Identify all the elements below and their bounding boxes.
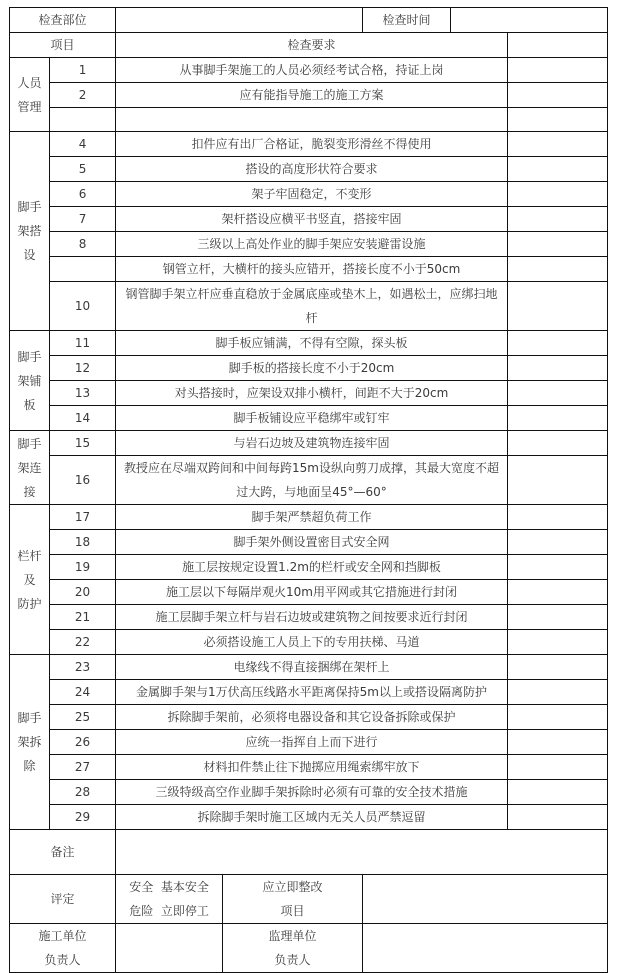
item-column-header: 项目 (10, 33, 116, 58)
result-cell[interactable] (508, 655, 608, 680)
table-row (10, 755, 608, 780)
category-railing: 栏杆 及 防护 (10, 505, 50, 655)
row-number: 29 (50, 805, 116, 830)
contractor-signature-field[interactable] (116, 924, 223, 973)
table-row (10, 456, 608, 505)
category-personnel: 人员 管理 (10, 58, 50, 132)
evaluation-options[interactable]: 安全 基本安全 危险 立即停工 (116, 875, 223, 924)
row-number: 11 (50, 331, 116, 356)
row-number: 14 (50, 406, 116, 431)
table-row (10, 157, 608, 182)
result-cell[interactable] (508, 406, 608, 431)
category-planking: 脚手 架铺 板 (10, 331, 50, 431)
requirement-text: 材料扣件禁止往下抛掷应用绳索绑牢放下 (116, 755, 508, 780)
row-number: 16 (50, 456, 116, 505)
evaluation-row (10, 875, 608, 924)
requirement-text: 钢管立杆，大横杆的接头应错开，搭接长度不小于50cm (116, 257, 508, 282)
result-cell[interactable] (508, 456, 608, 505)
requirement-text: 拆除脚手架前，必须将电器设备和其它设备拆除或保护 (116, 705, 508, 730)
supervisor-signature-field[interactable] (363, 924, 608, 973)
table-row (10, 730, 608, 755)
row-number: 8 (50, 232, 116, 257)
result-cell[interactable] (508, 780, 608, 805)
table-row (10, 207, 608, 232)
result-cell[interactable] (508, 331, 608, 356)
evaluation-label: 评定 (10, 875, 116, 924)
table-row (10, 555, 608, 580)
requirement-text: 与岩石边坡及建筑物连接牢固 (116, 431, 508, 456)
row-number: 22 (50, 630, 116, 655)
category-dismantling: 脚手 架拆 除 (10, 655, 50, 830)
requirement-text (116, 108, 508, 132)
table-row (10, 182, 608, 207)
requirement-text: 三级以上高处作业的脚手架应安装避雷设施 (116, 232, 508, 257)
row-number: 5 (50, 157, 116, 182)
result-cell[interactable] (508, 83, 608, 108)
requirement-text: 施工层以下每隔岸观火10m用平网或其它措施进行封闭 (116, 580, 508, 605)
row-number: 28 (50, 780, 116, 805)
table-row (10, 356, 608, 381)
requirement-text: 钢管脚手架立杆应垂直稳放于金属底座或垫木上，如遇松土，应绑扫地杆 (116, 282, 508, 331)
requirement-text: 电缘线不得直接捆绑在架杆上 (116, 655, 508, 680)
row-number: 7 (50, 207, 116, 232)
signature-row (10, 924, 608, 973)
row-number: 25 (50, 705, 116, 730)
table-row (10, 83, 608, 108)
row-number: 23 (50, 655, 116, 680)
requirement-text: 施工层脚手架立杆与岩石边坡或建筑物之间按要求近行封闭 (116, 605, 508, 630)
requirement-text: 应有能指导施工的施工方案 (116, 83, 508, 108)
result-cell[interactable] (508, 605, 608, 630)
result-cell[interactable] (508, 58, 608, 83)
result-cell[interactable] (508, 282, 608, 331)
supervisor-label: 监理单位 负责人 (223, 924, 363, 973)
rectify-items-label: 应立即整改 项目 (223, 875, 363, 924)
remarks-label: 备注 (10, 830, 116, 875)
requirement-text: 脚手架严禁超负荷工作 (116, 505, 508, 530)
time-label: 检查时间 (363, 8, 451, 33)
remarks-row (10, 830, 608, 875)
row-number: 24 (50, 680, 116, 705)
requirement-column-header: 检查要求 (116, 33, 508, 58)
requirement-text: 从事脚手架施工的人员必须经考试合格，持证上岗 (116, 58, 508, 83)
table-row (10, 232, 608, 257)
remarks-field[interactable] (116, 830, 608, 875)
table-row (10, 132, 608, 157)
result-cell[interactable] (508, 157, 608, 182)
table-row (10, 58, 608, 83)
requirement-text: 架杆搭设应横平书竖直，搭接牢固 (116, 207, 508, 232)
row-number: 2 (50, 83, 116, 108)
table-row (10, 505, 608, 530)
requirement-text: 架子牢固稳定，不变形 (116, 182, 508, 207)
table-row (10, 655, 608, 680)
result-cell[interactable] (508, 530, 608, 555)
row-number: 15 (50, 431, 116, 456)
row-number: 10 (50, 282, 116, 331)
table-row (10, 805, 608, 830)
requirement-text: 施工层按规定设置1.2m的栏杆或安全网和挡脚板 (116, 555, 508, 580)
requirement-text: 金属脚手架与1万伏高压线路水平距离保持5m以上或搭设隔离防护 (116, 680, 508, 705)
requirement-text: 对头搭接时，应架设双排小横杆，间距不大于20cm (116, 381, 508, 406)
result-cell[interactable] (508, 356, 608, 381)
time-field[interactable] (451, 8, 608, 33)
table-row (10, 381, 608, 406)
row-number: 4 (50, 132, 116, 157)
row-number: 21 (50, 605, 116, 630)
table-row (10, 406, 608, 431)
table-row (10, 108, 608, 132)
result-cell[interactable] (508, 257, 608, 282)
row-number: 13 (50, 381, 116, 406)
table-row (10, 705, 608, 730)
table-row (10, 257, 608, 282)
requirement-text: 搭设的高度形状符合要求 (116, 157, 508, 182)
row-number: 19 (50, 555, 116, 580)
row-number: 6 (50, 182, 116, 207)
table-row (10, 331, 608, 356)
result-column-header (508, 33, 608, 58)
result-cell[interactable] (508, 232, 608, 257)
table-row (10, 431, 608, 456)
result-cell[interactable] (508, 108, 608, 132)
table-row (10, 282, 608, 331)
table-row (10, 780, 608, 805)
result-cell[interactable] (508, 705, 608, 730)
row-number: 20 (50, 580, 116, 605)
requirement-text: 扣件应有出厂合格证，脆裂变形滑丝不得使用 (116, 132, 508, 157)
result-cell[interactable] (508, 805, 608, 830)
requirement-text: 拆除脚手架时施工区域内无关人员严禁逗留 (116, 805, 508, 830)
table-row (10, 605, 608, 630)
result-cell[interactable] (508, 630, 608, 655)
requirement-text: 脚手板应铺满，不得有空隙，探头板 (116, 331, 508, 356)
requirement-text: 脚手架外侧设置密目式安全网 (116, 530, 508, 555)
result-cell[interactable] (508, 381, 608, 406)
table-row (10, 530, 608, 555)
requirement-text: 教授应在尽端双跨间和中间每跨15m设纵向剪刀成撑，其最大宽度不超过大跨，与地面呈45°—60° (116, 456, 508, 505)
requirement-text: 三级特级高空作业脚手架拆除时必须有可靠的安全技术措施 (116, 780, 508, 805)
table-row (10, 680, 608, 705)
location-label: 检查部位 (10, 8, 116, 33)
column-header-row (10, 33, 608, 58)
row-number: 27 (50, 755, 116, 780)
location-field[interactable] (116, 8, 363, 33)
requirement-text: 脚手板的搭接长度不小于20cm (116, 356, 508, 381)
result-cell[interactable] (508, 207, 608, 232)
rectify-items-field[interactable] (363, 875, 608, 924)
result-cell[interactable] (508, 555, 608, 580)
result-cell[interactable] (508, 505, 608, 530)
row-number: 18 (50, 530, 116, 555)
result-cell[interactable] (508, 730, 608, 755)
result-cell[interactable] (508, 580, 608, 605)
requirement-text: 应统一指挥自上而下进行 (116, 730, 508, 755)
scaffold-inspection-table (9, 7, 608, 973)
category-connection: 脚手 架连 接 (10, 431, 50, 505)
result-cell[interactable] (508, 182, 608, 207)
category-erection: 脚手 架搭 设 (10, 132, 50, 331)
result-cell[interactable] (508, 755, 608, 780)
row-number (50, 257, 116, 282)
contractor-label: 施工单位 负责人 (10, 924, 116, 973)
row-number: 12 (50, 356, 116, 381)
result-cell[interactable] (508, 431, 608, 456)
table-row (10, 580, 608, 605)
row-number: 26 (50, 730, 116, 755)
row-number: 17 (50, 505, 116, 530)
requirement-text: 脚手板铺设应平稳绑牢或钉牢 (116, 406, 508, 431)
requirement-text: 必须搭设施工人员上下的专用扶梯、马道 (116, 630, 508, 655)
header-row (10, 8, 608, 33)
row-number (50, 108, 116, 132)
result-cell[interactable] (508, 680, 608, 705)
table-row (10, 630, 608, 655)
row-number: 1 (50, 58, 116, 83)
result-cell[interactable] (508, 132, 608, 157)
